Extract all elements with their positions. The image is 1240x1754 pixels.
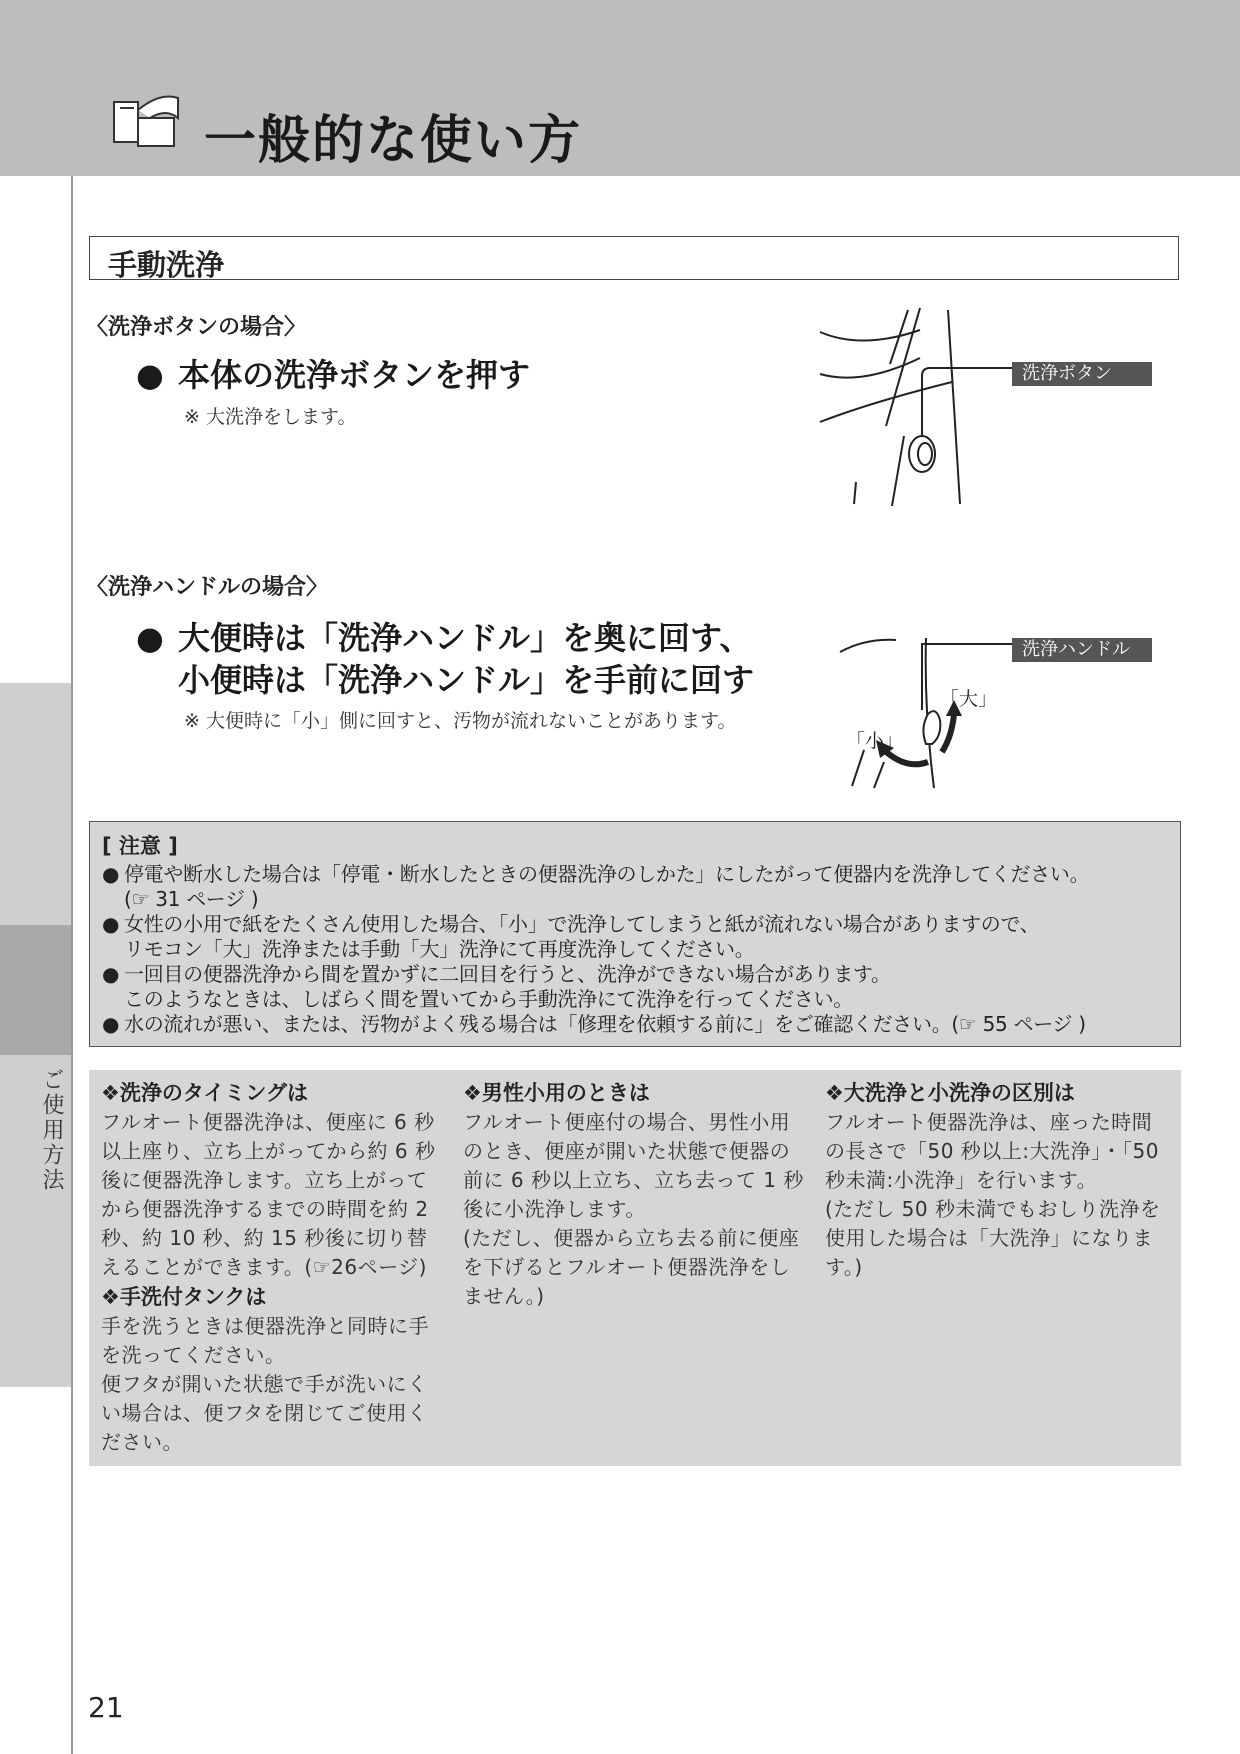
tip-line: 手を洗うときは便器洗浄と同時に手 xyxy=(101,1314,429,1338)
flush-handle-illustration xyxy=(836,630,1036,790)
section-header xyxy=(89,236,1179,280)
tip-heading: ❖手洗付タンクは xyxy=(101,1285,267,1309)
caution-title: [ 注意 ] xyxy=(102,834,178,858)
bullet: ● xyxy=(102,1012,120,1036)
header-band xyxy=(0,0,1240,176)
side-tab-label: ご使用方法 xyxy=(39,1068,64,1193)
tip-line: のとき、便座が開いた状態で便器の xyxy=(463,1139,791,1163)
left-margin-rule xyxy=(71,176,73,1754)
tip-line: 秒、約 10 秒、約 15 秒後に切り替 xyxy=(101,1226,428,1250)
bullet: ● xyxy=(102,962,120,986)
tip-line: 便フタが開いた状態で手が洗いにく xyxy=(101,1372,428,1396)
bullet: ● xyxy=(136,619,164,657)
tip-line: フルオート便器洗浄は、座った時間 xyxy=(825,1110,1153,1134)
flush-handle-label: 洗浄ハンドル xyxy=(1012,638,1152,662)
button-case-step-text: 本体の洗浄ボタンを押す xyxy=(178,356,531,394)
handle-case-step-line1: 大便時は「洗浄ハンドル」を奥に回す、 xyxy=(178,619,752,657)
bullet: ● xyxy=(102,862,120,886)
flush-button-label: 洗浄ボタン xyxy=(1012,362,1152,386)
handle-small-label: 「小」 xyxy=(846,730,904,752)
handle-case-note: ※ 大便時に「小」側に回すと、汚物が流れないことがあります。 xyxy=(184,710,737,732)
tip-line: えることができます。(☞26ページ) xyxy=(101,1255,427,1279)
caution-item-text: 女性の小用で紙をたくさん使用した場合、「小」で洗浄してしまうと紙が流れない場合がありますので、 xyxy=(124,912,1040,936)
section-title: 手動洗浄 xyxy=(108,248,225,282)
tip-line: ません。) xyxy=(463,1284,545,1308)
tip-line: 前に 6 秒以上立ち、立ち去って 1 秒 xyxy=(463,1168,804,1192)
tips-panel xyxy=(89,1070,1181,1466)
side-tab-block-active xyxy=(0,925,71,1055)
tip-heading: ❖男性小用のときは xyxy=(463,1081,650,1105)
flush-button-illustration xyxy=(812,306,1032,510)
tip-line: 後に小洗浄します。 xyxy=(463,1197,646,1221)
caution-item-text: 水の流れが悪い、または、汚物がよく残る場合は「修理を依頼する前に」をご確認ください。(☞ 55 ページ ) xyxy=(124,1012,1086,1036)
caution-item xyxy=(102,912,1180,962)
caution-item xyxy=(102,1012,1180,1037)
button-case-note: ※ 大洗浄をします。 xyxy=(184,406,357,428)
caution-item-text: (☞ 31 ページ ) xyxy=(124,887,259,911)
toilet-icon xyxy=(108,88,180,154)
tip-heading: ❖大洗浄と小洗浄の区別は xyxy=(825,1081,1075,1105)
tip-line: 使用した場合は「大洗浄」になりま xyxy=(825,1226,1153,1250)
caution-item-text: リモコン「大」洗浄または手動「大」洗浄にて再度洗浄してください。 xyxy=(124,937,755,961)
page-number: 21 xyxy=(88,1691,124,1724)
tip-line: 秒未満:小洗浄」を行います。 xyxy=(825,1168,1098,1192)
handle-case-heading: 〈洗浄ハンドルの場合〉 xyxy=(86,575,329,600)
tips-column xyxy=(101,1078,451,1457)
tips-column xyxy=(825,1078,1175,1282)
tip-line: い場合は、便フタを閉じてご使用く xyxy=(101,1401,428,1425)
handle-case-step-line2: 小便時は「洗浄ハンドル」を手前に回す xyxy=(178,661,755,699)
bullet: ● xyxy=(102,912,120,936)
tip-heading: ❖洗浄のタイミングは xyxy=(101,1081,308,1105)
tip-line: を洗ってください。 xyxy=(101,1343,286,1367)
handle-case-step xyxy=(136,617,754,701)
tips-column xyxy=(463,1078,813,1311)
tip-line: フルオート便座付の場合、男性小用 xyxy=(463,1110,791,1134)
tip-line: ださい。 xyxy=(101,1430,183,1454)
tip-line: す。) xyxy=(825,1255,863,1279)
caution-item xyxy=(102,962,1180,1012)
tip-line: を下げるとフルオート便器洗浄をし xyxy=(463,1255,791,1279)
caution-item-text: 停電や断水した場合は「停電・断水したときの便器洗浄のしかた」にしたがって便器内を洗浄してください。 xyxy=(124,862,1090,886)
tip-line: (ただし 50 秒未満でもおしり洗浄を xyxy=(825,1197,1161,1221)
side-tab-block xyxy=(0,683,71,925)
tip-line: から便器洗浄するまでの時間を約 2 xyxy=(101,1197,429,1221)
caution-item-text: 一回目の便器洗浄から間を置かずに二回目を行うと、洗浄ができない場合があります。 xyxy=(124,962,891,986)
tip-line: 後に便器洗浄します。立ち上がって xyxy=(101,1168,428,1192)
caution-box xyxy=(89,821,1181,1047)
tip-line: (ただし、便器から立ち去る前に便座 xyxy=(463,1226,800,1250)
tip-line: の長さで「50 秒以上:大洗浄」・「50 xyxy=(825,1139,1159,1163)
button-case-heading: 〈洗浄ボタンの場合〉 xyxy=(86,315,307,340)
tip-line: フルオート便器洗浄は、便座に 6 秒 xyxy=(101,1110,435,1134)
page-title: 一般的な使い方 xyxy=(204,111,583,171)
caution-item xyxy=(102,862,1180,912)
button-case-step xyxy=(136,354,530,396)
caution-item-text: このようなときは、しばらく間を置いてから手動洗浄にて洗浄を行ってください。 xyxy=(124,987,853,1011)
bullet: ● xyxy=(136,356,164,394)
handle-large-label: 「大」 xyxy=(940,688,998,710)
tip-line: 以上座り、立ち上がってから約 6 秒 xyxy=(101,1139,436,1163)
